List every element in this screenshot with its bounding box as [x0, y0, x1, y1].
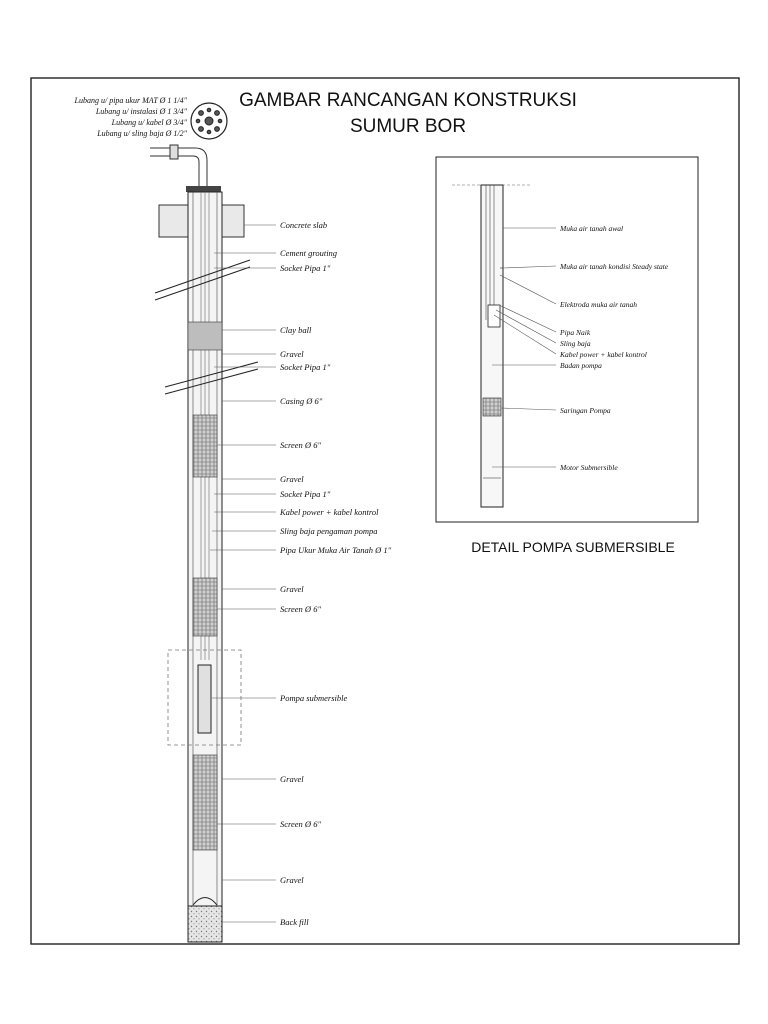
main-labels [279, 220, 392, 927]
component-label: Gravel [280, 584, 304, 594]
clay-ball-seal [188, 322, 222, 350]
detail-component-label: Badan pompa [560, 361, 602, 370]
drawing-title-line1: GAMBAR RANCANGAN KONSTRUKSI [239, 90, 577, 111]
wellhead-flange [186, 186, 221, 192]
wellhead-plate-plan [191, 103, 227, 139]
discharge-elbow [150, 145, 207, 186]
screen-section [193, 578, 217, 636]
detail-component-label: Saringan Pompa [560, 406, 611, 415]
component-label: Socket Pipa 1" [280, 362, 331, 372]
screen-section [193, 415, 217, 477]
component-label: Pipa Ukur Muka Air Tanah Ø 1" [280, 545, 392, 555]
component-label: Back fill [280, 917, 309, 927]
detail-leader-line [500, 275, 556, 304]
component-label: Screen Ø 6" [280, 819, 322, 829]
component-label: Kabel power + kabel kontrol [280, 507, 379, 517]
detail-component-label: Motor Submersible [560, 463, 618, 472]
detail-leader-line [499, 305, 556, 332]
detail-leader-line [501, 408, 556, 410]
wellhead-hole-labels [74, 96, 188, 138]
component-label: Clay ball [280, 325, 312, 335]
component-label: Gravel [280, 474, 304, 484]
detail-component-label: Elektroda muka air tanah [560, 300, 638, 309]
component-label: Cement grouting [280, 248, 338, 258]
detail-title: DETAIL POMPA SUBMERSIBLE [471, 539, 675, 555]
component-label: Casing Ø 6" [280, 396, 323, 406]
component-label: Socket Pipa 1" [280, 263, 331, 273]
hole-label: Lubang u/ sling baja Ø 1/2" [97, 129, 187, 138]
detail-leader-line [496, 310, 556, 343]
detail-pump-drawing [452, 185, 532, 507]
hole-label: Lubang u/ pipa ukur MAT Ø 1 1/4" [74, 96, 187, 105]
drawing-title-line2: SUMUR BOR [349, 116, 467, 137]
component-label: Gravel [280, 875, 304, 885]
component-label: Gravel [280, 774, 304, 784]
screen-section [193, 755, 217, 850]
back-fill [188, 906, 222, 942]
detail-component-label: Muka air tanah awal [560, 224, 624, 233]
detail-component-label: Kabel power + kabel kontrol [560, 350, 647, 359]
component-label: Gravel [280, 349, 304, 359]
component-label: Sling baja pengaman pompa [280, 526, 378, 536]
component-label: Pompa submersible [280, 693, 348, 703]
hole-label: Lubang u/ kabel Ø 3/4" [111, 118, 187, 127]
detail-component-label: Sling baja [560, 339, 591, 348]
detail-labels [559, 224, 669, 472]
detail-component-label: Pipa Naik [560, 328, 591, 337]
component-label: Screen Ø 6" [280, 440, 322, 450]
component-label: Socket Pipa 1" [280, 489, 331, 499]
detail-component-label: Muka air tanah kondisi Steady state [560, 262, 669, 271]
drawing-border [31, 78, 739, 944]
submersible-pump [198, 665, 211, 733]
component-label: Concrete slab [280, 220, 328, 230]
component-label: Screen Ø 6" [280, 604, 322, 614]
hole-label: Lubang u/ instalasi Ø 1 3/4" [95, 107, 187, 116]
detail-leader-line [503, 266, 556, 268]
